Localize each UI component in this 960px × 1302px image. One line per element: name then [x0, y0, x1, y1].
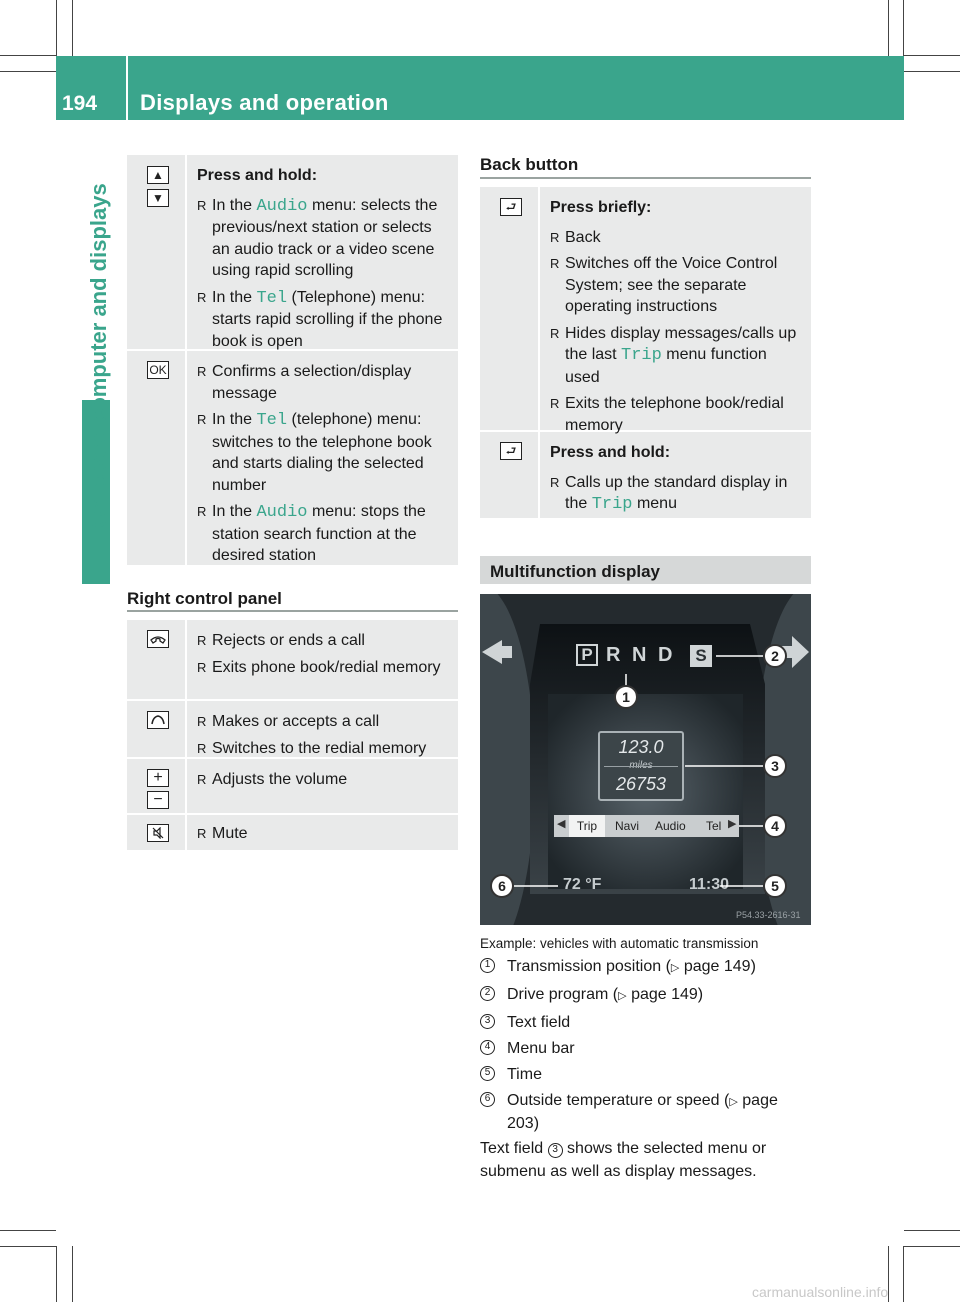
- gear-p-indicator: P: [576, 644, 598, 666]
- multifunction-title: Multifunction display: [490, 562, 660, 581]
- list-item: R Rejects or ends a call: [197, 630, 452, 652]
- crop-mark: [888, 0, 889, 56]
- key-cell: [127, 759, 187, 813]
- drive-program-indicator: S: [690, 645, 712, 667]
- callout-3: 3: [763, 754, 787, 778]
- list-item: R Mute: [197, 823, 452, 845]
- legend-item: 5 Time: [480, 1064, 810, 1085]
- crop-mark: [72, 1246, 73, 1302]
- crop-mark: [56, 0, 57, 56]
- key-cell: [480, 432, 540, 518]
- crop-mark: [56, 1246, 57, 1302]
- mute-key-icon: [147, 824, 169, 842]
- row-heading: Press briefly:: [550, 199, 652, 216]
- description-cell: [197, 165, 452, 357]
- clock-time: 11:30: [689, 876, 730, 893]
- list-item: R Switches to the redial memory: [197, 738, 452, 760]
- key-cell: [127, 351, 187, 565]
- list-item: R In the Tel (telephone) menu: switches to the telephone book and starts dialing the selected number: [197, 409, 452, 496]
- crop-mark: [903, 0, 904, 56]
- legend-item: 4 Menu bar: [480, 1038, 810, 1059]
- table-row: [127, 620, 458, 701]
- figure-caption: Example: vehicles with automatic transmission: [480, 936, 759, 951]
- up-arrow-key-icon: ▲: [147, 166, 169, 184]
- menu-item-navi: Navi: [615, 819, 640, 833]
- description-cell: [197, 361, 452, 572]
- legend-item: 6 Outside temperature or speed (▷ page 203): [480, 1090, 810, 1134]
- key-cell: [127, 815, 187, 850]
- crop-mark: [904, 1246, 960, 1247]
- key-cell: [480, 187, 540, 430]
- steering-keys-table: [127, 155, 458, 565]
- right-control-panel-title: Right control panel: [127, 589, 282, 608]
- volume-up-key-icon: +: [147, 769, 169, 787]
- crop-mark: [0, 55, 56, 56]
- back-key-icon: ⮐: [500, 198, 522, 216]
- list-item: R Calls up the standard display in the Trip menu: [550, 472, 805, 516]
- list-item: R Makes or accepts a call: [197, 711, 452, 733]
- row-heading: Press and hold:: [197, 167, 318, 184]
- text-field-value: 123.0: [618, 737, 664, 757]
- menu-right-arrow-icon: ▶: [728, 818, 737, 830]
- menu-left-arrow-icon: ◀: [557, 818, 566, 830]
- back-button-title: Back button: [480, 155, 579, 174]
- description-cell: [197, 823, 452, 850]
- description-cell: [550, 442, 805, 521]
- key-cell: [127, 620, 187, 699]
- crop-mark: [0, 1246, 56, 1247]
- key-cell: [127, 155, 187, 349]
- list-item: R In the Audio menu: selects the previous/next station or selects an audio track or a video scene using rapid scrolling: [197, 195, 452, 282]
- gear-positions: R N D: [606, 644, 676, 666]
- instrument-display-illustration: [480, 594, 811, 925]
- description-cell: [197, 711, 452, 764]
- back-button-table: [480, 187, 811, 518]
- description-cell: [197, 769, 452, 796]
- outside-temperature: 72 °F: [563, 876, 602, 893]
- list-item: R In the Tel (Telephone) menu: starts rapid scrolling if the phone book is open: [197, 287, 452, 353]
- crop-mark: [903, 1246, 904, 1302]
- legend-item: 1 Transmission position (▷ page 149): [480, 956, 810, 979]
- table-row: [127, 701, 458, 759]
- table-row: [127, 815, 458, 850]
- section-rule: [127, 610, 458, 612]
- crop-mark: [904, 55, 960, 56]
- page-number: 194: [62, 92, 98, 115]
- section-rule: [480, 177, 811, 179]
- callout-5: 5: [763, 874, 787, 898]
- description-cell: [550, 197, 805, 441]
- table-row: [480, 187, 811, 432]
- figure-legend: [480, 956, 810, 1139]
- text-field-odometer: 26753: [615, 774, 667, 794]
- list-item: R In the Audio menu: stops the station search function at the desired station: [197, 501, 452, 567]
- right-control-panel-table: [127, 620, 458, 850]
- ok-key-icon: OK: [147, 361, 169, 379]
- table-row: [480, 432, 811, 518]
- description-cell: [197, 630, 452, 683]
- page-ref-arrow-icon: ▷: [670, 962, 680, 974]
- menu-item-audio: Audio: [655, 819, 686, 833]
- list-item: R Hides display messages/calls up the last Trip menu function used: [550, 323, 805, 389]
- text-field-paragraph: Text field 3 shows the selected menu or submenu as well as display messages.: [480, 1140, 767, 1180]
- list-item: R Confirms a selection/display message: [197, 361, 452, 404]
- inline-callout-number: 3: [548, 1143, 563, 1158]
- callout-2: 2: [763, 644, 787, 668]
- section-title: Displays and operation: [140, 90, 389, 115]
- crop-mark: [72, 0, 73, 56]
- row-heading: Press and hold:: [550, 444, 671, 461]
- list-item: R Exits phone book/redial memory: [197, 657, 452, 679]
- page-ref-arrow-icon: ▷: [618, 990, 627, 1002]
- crop-mark: [904, 1230, 960, 1231]
- legend-item: 3 Text field: [480, 1012, 810, 1033]
- table-row: [127, 155, 458, 351]
- list-item: R Back: [550, 227, 805, 249]
- list-item: R Switches off the Voice Control System; see the separate operating instructions: [550, 253, 805, 318]
- header-divider: [126, 56, 128, 120]
- accept-call-key-icon: [147, 711, 169, 729]
- key-cell: [127, 701, 187, 757]
- menu-item-trip: Trip: [569, 815, 605, 837]
- side-tab-label: On-board computer and displays: [86, 183, 111, 528]
- crop-mark: [0, 71, 56, 72]
- callout-4: 4: [763, 814, 787, 838]
- menu-item-tel: Tel: [706, 819, 722, 833]
- callout-1: 1: [614, 685, 638, 709]
- table-row: [127, 351, 458, 565]
- page-ref-arrow-icon: ▷: [729, 1096, 738, 1108]
- table-row: [127, 759, 458, 815]
- crop-mark: [0, 1230, 56, 1231]
- back-key-icon: ⮐: [500, 442, 522, 460]
- list-item: R Adjusts the volume: [197, 769, 452, 791]
- volume-down-key-icon: −: [147, 791, 169, 809]
- callout-6: 6: [490, 874, 514, 898]
- down-arrow-key-icon: ▼: [147, 189, 169, 207]
- crop-mark: [904, 71, 960, 72]
- end-call-key-icon: [147, 630, 169, 648]
- list-item: R Exits the telephone book/redial memory: [550, 393, 805, 436]
- watermark: carmanualsonline.info: [752, 1284, 889, 1300]
- image-code: P54.33-2616-31: [736, 910, 801, 920]
- legend-item: 2 Drive program (▷ page 149): [480, 984, 810, 1007]
